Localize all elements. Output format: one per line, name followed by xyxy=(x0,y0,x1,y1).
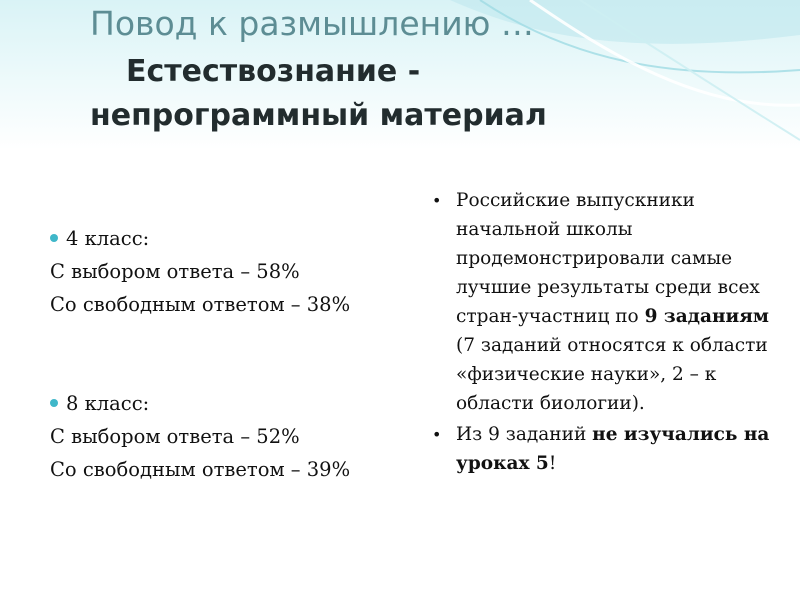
bullet-icon: • xyxy=(432,425,442,444)
slide-title-line-2: Естествознание - xyxy=(126,54,421,89)
commentary-bullet-2 xyxy=(428,420,783,478)
grade4-heading xyxy=(50,222,420,255)
bullet-icon: • xyxy=(432,191,442,210)
bullet1-tail: (7 заданий относятся к области «физические науки», 2 – к области биологии). xyxy=(456,335,768,414)
bullet-dot-icon xyxy=(50,399,58,407)
grade4-label: 4 класс: xyxy=(66,227,150,250)
grade4-free-result: Со свободным ответом – 38% xyxy=(50,293,351,316)
grade8-label: 8 класс: xyxy=(66,392,150,415)
bullet1-text: Российские выпускники начальной школы продемонстрировали самые лучшие результаты среди всех стран-участниц по xyxy=(456,190,760,327)
grade8-heading xyxy=(50,387,420,420)
results-column xyxy=(50,222,420,486)
commentary-bullet-1 xyxy=(428,186,783,418)
commentary-column xyxy=(428,186,783,478)
grade8-choice-result: С выбором ответа – 52% xyxy=(50,425,300,448)
spacer xyxy=(50,321,420,387)
bullet-dot-icon xyxy=(50,234,58,242)
grade4-choice-result: С выбором ответа – 58% xyxy=(50,260,300,283)
bullet2-bold: не изучались на уроках 5 xyxy=(456,424,770,474)
slide-title-line-1: Повод к размышлению … xyxy=(90,4,534,43)
slide-title-line-3: непрограммный материал xyxy=(90,98,547,133)
bullet2-text: Из 9 заданий xyxy=(456,424,593,445)
bullet1-bold: 9 заданиям xyxy=(644,306,770,327)
bullet2-tail: ! xyxy=(548,453,557,474)
slide-title xyxy=(90,50,650,138)
grade8-free-result: Со свободным ответом – 39% xyxy=(50,458,351,481)
